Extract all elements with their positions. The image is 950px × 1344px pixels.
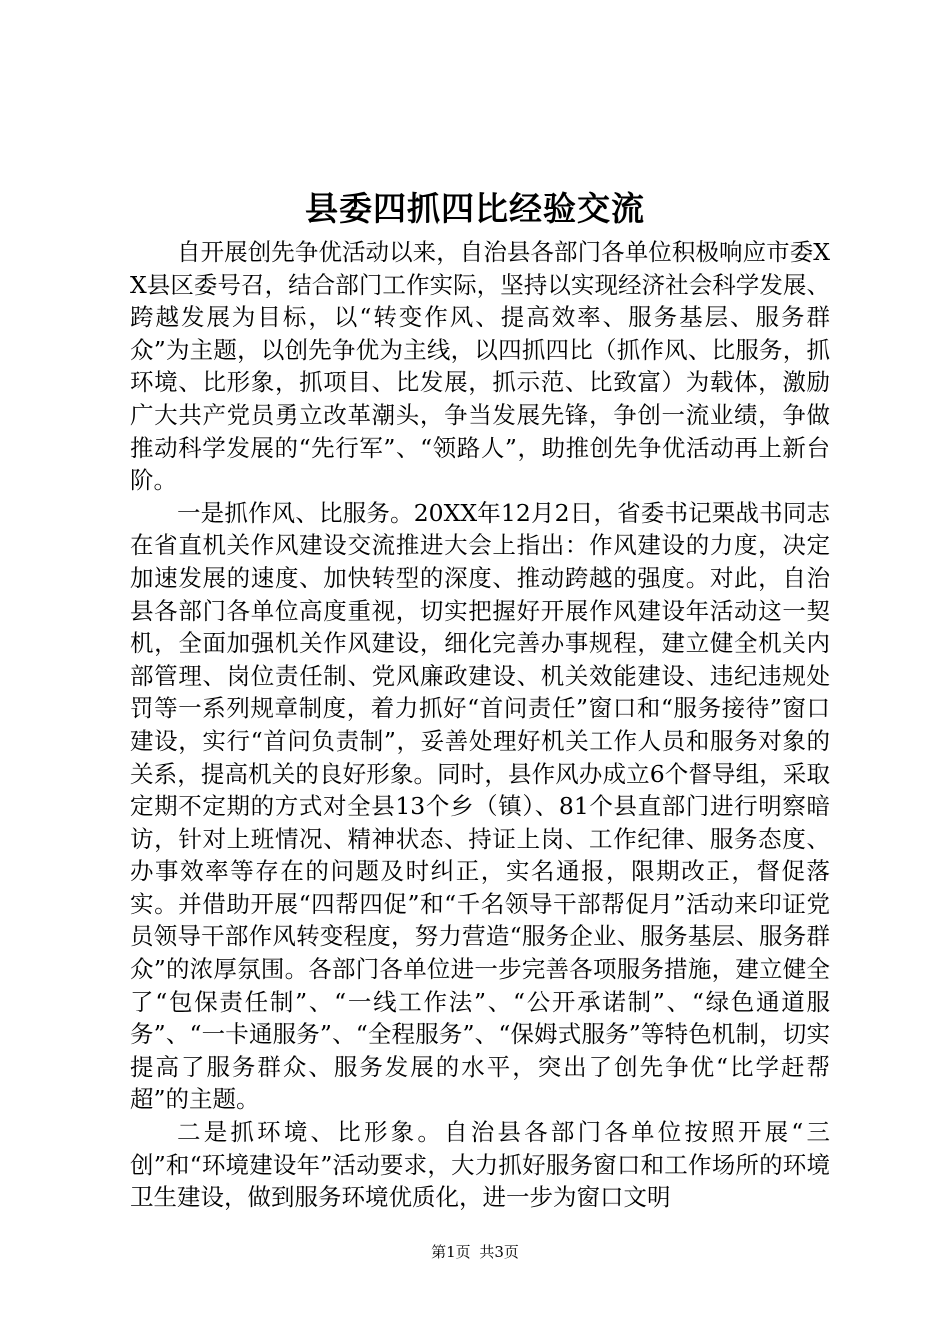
paragraph-intro: 自开展创先争优活动以来，自治县各部门各单位积极响应市委XX县区委号召，结合部门工作实际，坚持以实现经济社会科学发展、跨越发展为目标，以“转变作风、提高效率、服务基层、服务群众”为主题，以创先争优为主线，以四抓四比（抓作风、比服务，抓环境、比形象，抓项目、比发展，抓示范、比致富）为载体，激励广大共产党员勇立改革潮头，争当发展先锋，争创一流业绩，争做推动科学发展的“先行军”、“领路人”，助推创先争优活动再上新台阶。: [130, 238, 830, 495]
document-title: 县委四抓四比经验交流: [305, 189, 645, 228]
page-number: 第1页: [431, 1243, 471, 1261]
paragraph-work-style: 一是抓作风、比服务。20XX年12月2日，省委书记栗战书同志在省直机关作风建设交流推进大会上指出：作风建设的力度，决定加速发展的速度、加快转型的深度、推动跨越的强度。对此，自治县各部门各单位高度重视，切实把握好开展作风建设年活动这一契机，全面加强机关作风建设，细化完善办事规程，建立健全机关内部管理、岗位责任制、党风廉政建设、机关效能建设、违纪违规处罚等一系列规章制度，着力抓好“首问责任”窗口和“服务接待”窗口建设，实行“首问负责制”，妥善处理好机关工作人员和服务对象的关系，提高机关的良好形象。同时，县作风办成立6个督导组，采取定期不定期的方式对全县13个乡（镇）、81个县直部门进行明察暗访，针对上班情况、精神状态、持证上岗、工作纪律、服务态度、办事效率等存在的问题及时纠正，实名通报，限期改正，督促落实。并借助开展“四帮四促”和“千名领导干部帮促月”活动来印证党员领导干部作风转变程度，努力营造“服务企业、服务基层、服务群众”的浓厚氛围。各部门各单位进一步完善各项服务措施，建立健全了“包保责任制”、“一线工作法”、“公开承诺制”、“绿色通道服务”、“一卡通服务”、“全程服务”、“保姆式服务”等特色机制，切实提高了服务群众、服务发展的水平，突出了创先争优“比学赶帮超”的主题。: [130, 498, 830, 1114]
page-total: 共3页: [479, 1243, 519, 1261]
paragraph-environment: 二是抓环境、比形象。自治县各部门各单位按照开展“三创”和“环境建设年”活动要求，大力抓好服务窗口和工作场所的环境卫生建设，做到服务环境优质化，进一步为窗口文明: [130, 1118, 830, 1212]
page-footer: [0, 1242, 950, 1262]
document-body: [130, 236, 830, 1214]
